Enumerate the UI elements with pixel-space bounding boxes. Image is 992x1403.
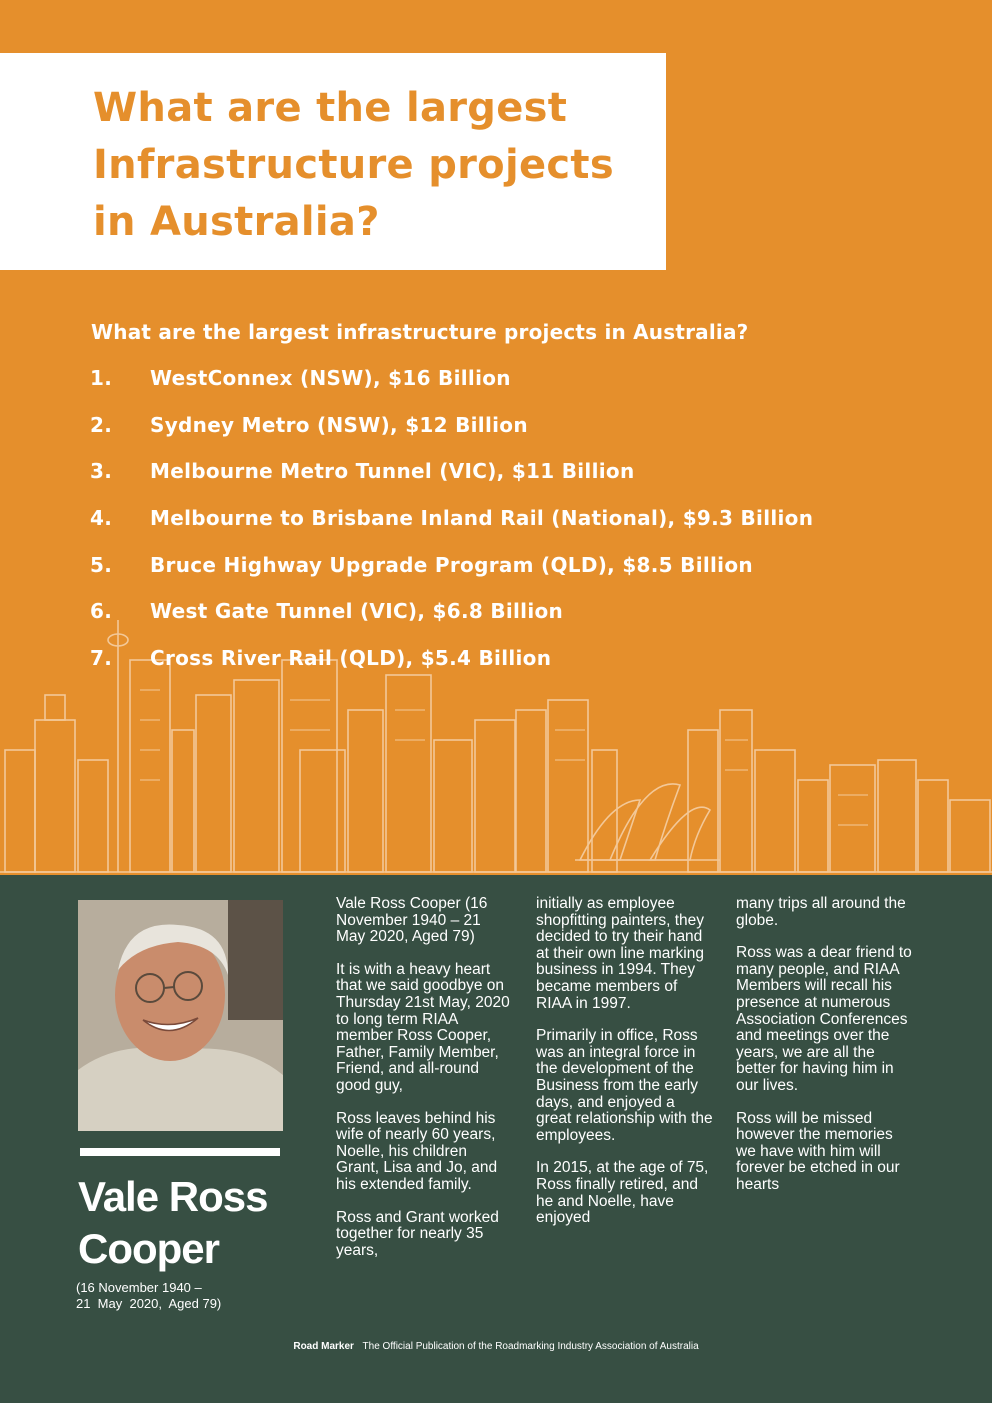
text-column-1 [336,896,514,1275]
dates-line: (16 November 1940 – [76,1280,202,1295]
list-number: 5. [90,552,113,577]
obituary-heading-line: Vale Ross [78,1173,268,1220]
city-skyline-illustration [0,600,992,875]
obituary-heading-line: Cooper [78,1225,219,1272]
portrait-photo [78,900,283,1131]
page-title: What are the largest Infrastructure projects in Australia? [93,85,614,245]
list-text: West Gate Tunnel (VIC), $6.8 Billion [150,599,564,624]
paragraph: Ross leaves behind his wife of nearly 60 years, Noelle, his children Grant, Lisa and Jo, and his extended family. [336,1109,498,1193]
paragraph: Primarily in office, Ross was an integral force in the development of the Business from the early days, and enjoyed a great relationship with the employees. [536,1027,713,1144]
paragraph: It is with a heavy heart that we said goodbye on Thursday 21st May, 2020 to long term RIAA member Ross Cooper, Father, Family Member, Friend, and all-round good guy, [336,960,510,1094]
obituary-section [0,875,992,1403]
page-footer [0,1341,992,1352]
text-column-3 [736,896,914,1210]
paragraph: In 2015, at the age of 75, Ross finally retired, and he and Noelle, have enjoyed [536,1159,709,1227]
list-text: Sydney Metro (NSW), $12 Billion [150,412,528,437]
list-text: Cross River Rail (QLD), $5.4 Billion [150,646,552,671]
paragraph: Vale Ross Cooper (16 November 1940 – 21 May 2020, Aged 79) [336,895,488,946]
publication-name: Road Marker [293,1341,354,1352]
list-number: 3. [90,459,113,484]
list-number: 2. [90,412,113,437]
paragraph: Ross and Grant worked together for nearly 35 years, [336,1208,499,1259]
list-text: Melbourne to Brisbane Inland Rail (National), $9.3 Billion [150,506,814,531]
list-number: 1. [90,366,113,390]
section-question: What are the largest infrastructure projects in Australia? [91,320,749,344]
obituary-heading [78,1171,318,1275]
list-text: Melbourne Metro Tunnel (VIC), $11 Billion [150,459,635,484]
list-number: 7. [90,646,113,671]
text-column-2 [536,896,714,1243]
list-number: 4. [90,506,113,531]
paragraph: initially as employee shopfitting painters, they decided to try their hand at their own line marking business in 1994. They became members of RIAA in 1997. [536,895,705,1012]
heading-rule [80,1148,280,1156]
portrait-illustration [78,900,283,1131]
list-text: Bruce Highway Upgrade Program (QLD), $8.5 Billion [150,552,753,577]
list-text: WestConnex (NSW), $16 Billion [150,366,511,390]
obituary-dates [76,1280,276,1312]
publication-tagline: The Official Publication of the Roadmarking Industry Association of Australia [362,1341,699,1352]
paragraph: Ross was a dear friend to many people, and RIAA Members will recall his presence at numerous Association Conferences and meetings over the years, we are all the better for having him in our lives. [736,944,912,1094]
list-number: 6. [90,599,113,624]
paragraph: Ross will be missed however the memories we have with him will forever be etched in our hearts [736,1109,900,1193]
dates-line: 21 May 2020, Aged 79) [76,1296,222,1311]
paragraph: many trips all around the globe. [736,895,906,929]
